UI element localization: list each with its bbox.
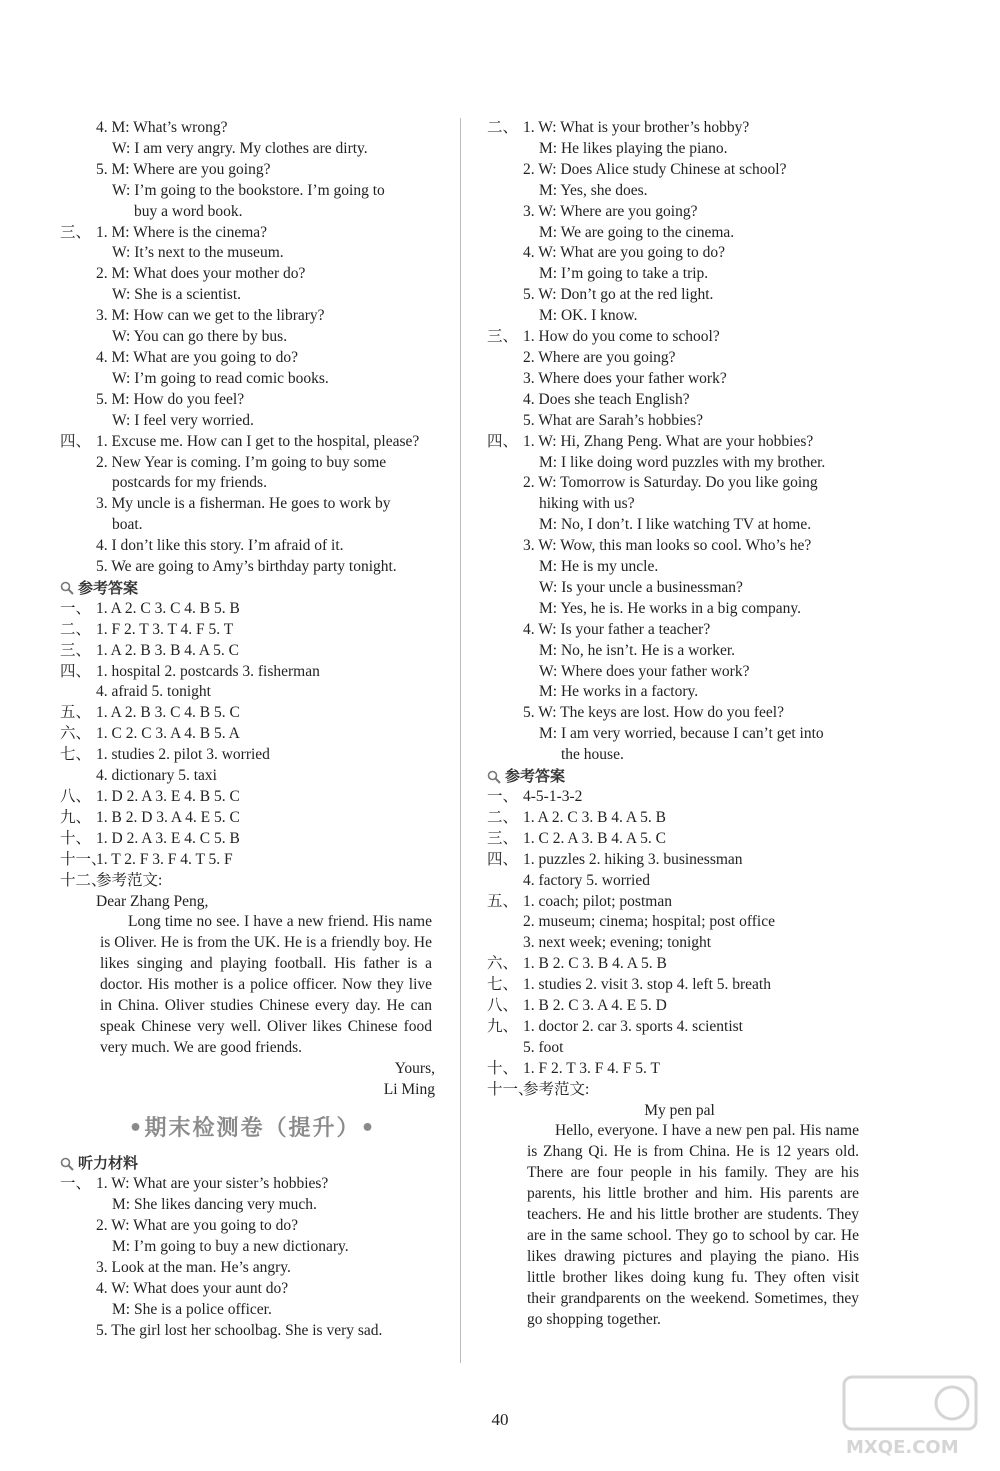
text-line bbox=[60, 285, 445, 306]
section-marker: 四、 bbox=[487, 432, 519, 450]
text-line bbox=[60, 1174, 445, 1195]
line-text: 3. My uncle is a fisherman. He goes to work by bbox=[96, 495, 391, 513]
line-text: 2. New Year is coming. I’m going to buy some bbox=[96, 453, 387, 471]
section-marker: 四、 bbox=[60, 662, 92, 680]
line-text: M: I’m going to take a trip. bbox=[539, 265, 709, 283]
text-line bbox=[487, 327, 872, 348]
line-text: boat. bbox=[112, 516, 143, 534]
text-line bbox=[487, 1080, 872, 1101]
line-text: M: She likes dancing very much. bbox=[112, 1196, 317, 1214]
heading-text: 参考答案 bbox=[78, 578, 139, 597]
text-line bbox=[487, 557, 872, 578]
line-text: 1. D 2. A 3. E 4. B 5. C bbox=[96, 787, 240, 805]
line-text: 3. W: Where are you going? bbox=[523, 202, 698, 220]
section-marker: 九、 bbox=[60, 808, 92, 826]
text-line bbox=[487, 473, 872, 494]
text-line bbox=[60, 1300, 445, 1321]
line-text: 1. A 2. B 3. B 4. A 5. C bbox=[96, 641, 239, 659]
line-text: M: No, he isn’t. He is a worker. bbox=[539, 641, 736, 659]
section-marker: 四、 bbox=[487, 850, 519, 868]
text-line bbox=[487, 620, 872, 641]
text-line bbox=[60, 787, 445, 808]
line-text: 5. foot bbox=[523, 1038, 564, 1056]
line-text: 1. W: What is your brother’s hobby? bbox=[523, 119, 750, 136]
line-text: W: Where does your father work? bbox=[539, 662, 750, 680]
line-text: 2. W: What are you going to do? bbox=[96, 1217, 299, 1235]
line-text: 1. How do you come to school? bbox=[523, 328, 720, 346]
line-text: 4. W: What are you going to do? bbox=[523, 244, 726, 262]
section-heading bbox=[60, 1153, 445, 1174]
text-line bbox=[487, 829, 872, 850]
text-line bbox=[60, 202, 445, 223]
line-text: 4. afraid 5. tonight bbox=[96, 683, 211, 701]
line-text: 4. factory 5. worried bbox=[523, 871, 650, 889]
text-line bbox=[60, 682, 445, 703]
line-text: M: He works in a factory. bbox=[539, 683, 699, 701]
line-text: 4. M: What’s wrong? bbox=[96, 119, 228, 136]
watermark-text: MXQE.COM bbox=[846, 1437, 959, 1458]
line-text: 1. Excuse me. How can I get to the hospital, please? bbox=[96, 432, 420, 450]
heading-text: 听力材料 bbox=[78, 1154, 139, 1173]
left-column bbox=[60, 118, 445, 1342]
line-text: W: Is your uncle a businessman? bbox=[539, 578, 743, 596]
text-line bbox=[60, 1237, 445, 1258]
line-text: W: I’m going to the bookstore. I’m going to bbox=[112, 181, 385, 199]
line-text: 1. hospital 2. postcards 3. fisherman bbox=[96, 662, 320, 680]
line-text: 3. Where does your father work? bbox=[523, 369, 727, 387]
text-line bbox=[487, 181, 872, 202]
text-line bbox=[487, 306, 872, 327]
line-text: 1. D 2. A 3. E 4. C 5. B bbox=[96, 829, 240, 847]
line-text: W: It’s next to the museum. bbox=[112, 244, 284, 262]
line-text: 5. W: The keys are lost. How do you feel? bbox=[523, 704, 784, 722]
text-line bbox=[487, 223, 872, 244]
line-text: 1. A 2. C 3. C 4. B 5. B bbox=[96, 599, 240, 617]
text-line bbox=[60, 139, 445, 160]
line-text: 1. M: Where is the cinema? bbox=[96, 223, 268, 241]
text-line bbox=[60, 662, 445, 683]
text-line bbox=[487, 892, 872, 913]
section-marker: 六、 bbox=[60, 725, 92, 743]
line-text: 1. B 2. C 3. B 4. A 5. B bbox=[523, 955, 667, 973]
text-line bbox=[60, 829, 445, 850]
section-marker: 八、 bbox=[60, 787, 92, 805]
line-text: 4. W: Is your father a teacher? bbox=[523, 620, 711, 638]
line-text: 1. F 2. T 3. F 4. F 5. T bbox=[523, 1059, 660, 1077]
text-line bbox=[60, 599, 445, 620]
text-line bbox=[487, 703, 872, 724]
text-line bbox=[60, 641, 445, 662]
line-text: the house. bbox=[561, 746, 624, 764]
text-line bbox=[60, 1195, 445, 1216]
line-text: 5. What are Sarah’s hobbies? bbox=[523, 411, 704, 429]
line-text: 3. next week; evening; tonight bbox=[523, 934, 712, 952]
text-line bbox=[60, 160, 445, 181]
section-marker: 二、 bbox=[487, 808, 519, 826]
line-text: 1. A 2. C 3. B 4. A 5. B bbox=[523, 808, 666, 826]
magnifier-icon bbox=[60, 1157, 74, 1171]
text-line bbox=[487, 202, 872, 223]
text-line bbox=[60, 850, 445, 871]
section-marker: 六、 bbox=[487, 955, 519, 973]
line-text: 4. I don’t like this story. I’m afraid of it. bbox=[96, 537, 344, 555]
text-line bbox=[487, 369, 872, 390]
text-line bbox=[487, 599, 872, 620]
section-marker: 五、 bbox=[60, 704, 92, 722]
section-marker: 七、 bbox=[60, 746, 92, 764]
text-line bbox=[487, 871, 872, 892]
text-line bbox=[487, 682, 872, 703]
section-heading bbox=[60, 578, 445, 599]
line-text: 4-5-1-3-2 bbox=[523, 787, 583, 805]
text-line bbox=[60, 453, 445, 474]
line-text: 1. A 2. B 3. C 4. B 5. C bbox=[96, 704, 240, 722]
line-text: W: You can go there by bus. bbox=[112, 328, 288, 346]
line-text: 1. studies 2. visit 3. stop 4. left 5. breath bbox=[523, 976, 771, 994]
text-line bbox=[60, 306, 445, 327]
line-text: 2. M: What does your mother do? bbox=[96, 265, 306, 283]
line-text: 4. Does she teach English? bbox=[523, 390, 690, 408]
line-text: buy a word book. bbox=[134, 202, 243, 220]
paragraph-text: Long time no see. I have a new friend. His name is Oliver. He is from the UK. He is a friendly boy. He likes singing and playing football. His father is a doctor. His mother is a police officer. Now they live in China. Oliver studies Chinese every day. He can speak Chinese very well. Oliver likes Chinese food very much. We are good friends. bbox=[100, 913, 432, 1056]
line-text: 2. W: Tomorrow is Saturday. Do you like going bbox=[523, 474, 818, 492]
section-marker: 四、 bbox=[60, 432, 92, 450]
paragraph-text: Hello, everyone. I have a new pen pal. His name is Zhang Qi. He is from China. He is 12 years old. There are four people in his family. They are his parents, his little brother and him. His parents are teachers. He and his little brother are students. They are in the same school. They go to school by car. He likes drawing pictures and playing the piano. His little brother likes doing kung fu. They often visit their grandparents on the weekend. Sometimes, they go shopping together. bbox=[527, 1122, 859, 1328]
text-line bbox=[487, 390, 872, 411]
line-text: 1. coach; pilot; postman bbox=[523, 892, 672, 910]
line-text: 4. M: What are you going to do? bbox=[96, 348, 299, 366]
line-text: M: Yes, he is. He works in a big company. bbox=[539, 599, 802, 617]
essay-paragraph bbox=[487, 1121, 859, 1330]
text-line bbox=[487, 787, 872, 808]
line-text: M: I’m going to buy a new dictionary. bbox=[112, 1238, 349, 1256]
text-line bbox=[487, 912, 872, 933]
line-text: Dear Zhang Peng, bbox=[96, 892, 209, 910]
text-line bbox=[60, 369, 445, 390]
text-line bbox=[60, 1279, 445, 1300]
text-line bbox=[487, 850, 872, 871]
text-line bbox=[487, 578, 872, 599]
line-text: M: No, I don’t. I like watching TV at home. bbox=[539, 516, 812, 534]
text-line bbox=[60, 557, 445, 578]
text-line bbox=[487, 139, 872, 160]
section-marker: 三、 bbox=[60, 223, 92, 241]
right-column bbox=[487, 118, 872, 1331]
line-text: 1. B 2. D 3. A 4. E 5. C bbox=[96, 808, 240, 826]
line-text: 1. puzzles 2. hiking 3. businessman bbox=[523, 850, 743, 868]
line-text: 1. W: What are your sister’s hobbies? bbox=[96, 1175, 329, 1193]
text-line bbox=[487, 641, 872, 662]
text-line bbox=[60, 494, 445, 515]
section-marker: 二、 bbox=[60, 620, 92, 638]
text-line bbox=[487, 348, 872, 369]
line-text: W: I’m going to read comic books. bbox=[112, 369, 329, 387]
text-line bbox=[487, 118, 872, 139]
letter-signature: Li Ming bbox=[383, 1080, 435, 1098]
section-marker: 七、 bbox=[487, 976, 519, 994]
text-line bbox=[487, 975, 872, 996]
text-line bbox=[487, 724, 872, 745]
line-text: 5. M: How do you feel? bbox=[96, 390, 245, 408]
section-marker: 十一、 bbox=[60, 850, 107, 868]
text-line bbox=[60, 1321, 445, 1342]
section-marker: 三、 bbox=[487, 829, 519, 847]
line-text: 4. dictionary 5. taxi bbox=[96, 767, 217, 785]
text-line bbox=[487, 933, 872, 954]
line-text: 1. T 2. F 3. F 4. T 5. F bbox=[96, 850, 233, 868]
section-marker: 三、 bbox=[487, 328, 519, 346]
text-line bbox=[60, 871, 445, 892]
line-text: 1. studies 2. pilot 3. worried bbox=[96, 746, 270, 764]
text-line bbox=[60, 536, 445, 557]
line-text: 5. The girl lost her schoolbag. She is very sad. bbox=[96, 1321, 383, 1339]
line-text: postcards for my friends. bbox=[112, 474, 267, 492]
text-line bbox=[60, 473, 445, 494]
text-line bbox=[60, 243, 445, 264]
letter-signature: Yours, bbox=[394, 1059, 435, 1077]
text-line bbox=[487, 285, 872, 306]
magnifier-icon bbox=[487, 770, 501, 784]
essay-paragraph bbox=[60, 912, 432, 1058]
line-text: 1. C 2. A 3. B 4. A 5. C bbox=[523, 829, 666, 847]
section-marker: 八、 bbox=[487, 997, 519, 1015]
magnifier-icon bbox=[60, 581, 74, 595]
section-marker: 十一、 bbox=[487, 1080, 534, 1098]
text-line bbox=[60, 515, 445, 536]
line-text: 1. doctor 2. car 3. sports 4. scientist bbox=[523, 1017, 743, 1035]
line-text: 5. M: Where are you going? bbox=[96, 160, 271, 178]
text-line bbox=[487, 453, 872, 474]
text-line bbox=[487, 954, 872, 975]
text-line bbox=[487, 243, 872, 264]
text-line bbox=[60, 432, 445, 453]
text-line bbox=[60, 118, 445, 139]
section-marker: 一、 bbox=[60, 1175, 92, 1193]
section-heading bbox=[487, 766, 872, 787]
line-text: M: He is my uncle. bbox=[539, 558, 659, 576]
page-number: 40 bbox=[491, 1410, 509, 1429]
text-line bbox=[60, 808, 445, 829]
text-line bbox=[487, 515, 872, 536]
section-marker: 三、 bbox=[60, 641, 92, 659]
line-text: hiking with us? bbox=[539, 495, 635, 513]
text-line bbox=[60, 892, 445, 913]
text-line bbox=[487, 160, 872, 181]
heading-text: 参考答案 bbox=[505, 767, 566, 786]
text-line bbox=[487, 745, 872, 766]
text-line bbox=[60, 223, 445, 244]
text-line bbox=[487, 432, 872, 453]
section-marker: 十、 bbox=[60, 829, 92, 847]
line-text: M: I like doing word puzzles with my brother. bbox=[539, 453, 826, 471]
line-text: M: OK. I know. bbox=[539, 307, 638, 325]
exam-title: •期末检测卷（提升）• bbox=[128, 1115, 377, 1141]
text-line bbox=[487, 1059, 872, 1080]
line-text: 1. C 2. C 3. A 4. B 5. A bbox=[96, 725, 240, 743]
line-text: W: I feel very worried. bbox=[112, 411, 254, 429]
column-divider bbox=[460, 118, 461, 1363]
line-text: 3. W: Wow, this man looks so cool. Who’s he? bbox=[523, 537, 812, 555]
text-line bbox=[487, 264, 872, 285]
text-line bbox=[487, 662, 872, 683]
text-line bbox=[487, 996, 872, 1017]
text-line bbox=[60, 411, 445, 432]
line-text: M: I am very worried, because I can’t get into bbox=[539, 725, 824, 743]
text-line bbox=[487, 1017, 872, 1038]
text-line bbox=[60, 703, 445, 724]
watermark-logo bbox=[840, 1373, 980, 1459]
text-line bbox=[60, 1216, 445, 1237]
line-text: 2. museum; cinema; hospital; post office bbox=[523, 913, 775, 931]
text-line bbox=[60, 181, 445, 202]
line-text: M: Yes, she does. bbox=[539, 181, 648, 199]
section-marker: 五、 bbox=[487, 892, 519, 910]
line-text: W: I am very angry. My clothes are dirty. bbox=[112, 139, 368, 157]
line-text: 4. W: What does your aunt do? bbox=[96, 1279, 289, 1297]
line-text: 5. W: Don’t go at the red light. bbox=[523, 286, 714, 304]
text-line bbox=[487, 494, 872, 515]
line-text: W: She is a scientist. bbox=[112, 286, 242, 304]
text-line bbox=[60, 264, 445, 285]
text-line bbox=[60, 390, 445, 411]
line-text: 参考范文: bbox=[523, 1080, 590, 1098]
text-line bbox=[60, 620, 445, 641]
text-line bbox=[60, 348, 445, 369]
text-line bbox=[60, 1258, 445, 1279]
section-marker: 二、 bbox=[487, 119, 519, 136]
text-line bbox=[60, 745, 445, 766]
line-text: 3. M: How can we get to the library? bbox=[96, 307, 325, 325]
line-text: 1. F 2. T 3. T 4. F 5. T bbox=[96, 620, 234, 638]
line-text: M: She is a police officer. bbox=[112, 1300, 272, 1318]
line-text: 参考范文: bbox=[96, 871, 163, 889]
section-marker: 一、 bbox=[487, 787, 519, 805]
line-text: 1. W: Hi, Zhang Peng. What are your hobbies? bbox=[523, 432, 814, 450]
text-line bbox=[60, 766, 445, 787]
text-line bbox=[487, 808, 872, 829]
text-line bbox=[487, 411, 872, 432]
line-text: 5. We are going to Amy’s birthday party tonight. bbox=[96, 558, 397, 576]
text-line bbox=[60, 327, 445, 348]
section-marker: 一、 bbox=[60, 599, 92, 617]
text-line bbox=[487, 1038, 872, 1059]
section-marker: 十、 bbox=[487, 1059, 519, 1077]
section-marker: 九、 bbox=[487, 1017, 519, 1035]
line-text: M: We are going to the cinema. bbox=[539, 223, 735, 241]
essay-title: My pen pal bbox=[644, 1101, 715, 1119]
line-text: 2. W: Does Alice study Chinese at school? bbox=[523, 160, 787, 178]
line-text: 2. Where are you going? bbox=[523, 348, 676, 366]
text-line bbox=[60, 724, 445, 745]
text-line bbox=[487, 536, 872, 557]
line-text: 1. B 2. C 3. A 4. E 5. D bbox=[523, 997, 667, 1015]
line-text: 3. Look at the man. He’s angry. bbox=[96, 1259, 291, 1276]
section-marker: 十二、 bbox=[60, 871, 107, 889]
line-text: M: He likes playing the piano. bbox=[539, 139, 728, 157]
